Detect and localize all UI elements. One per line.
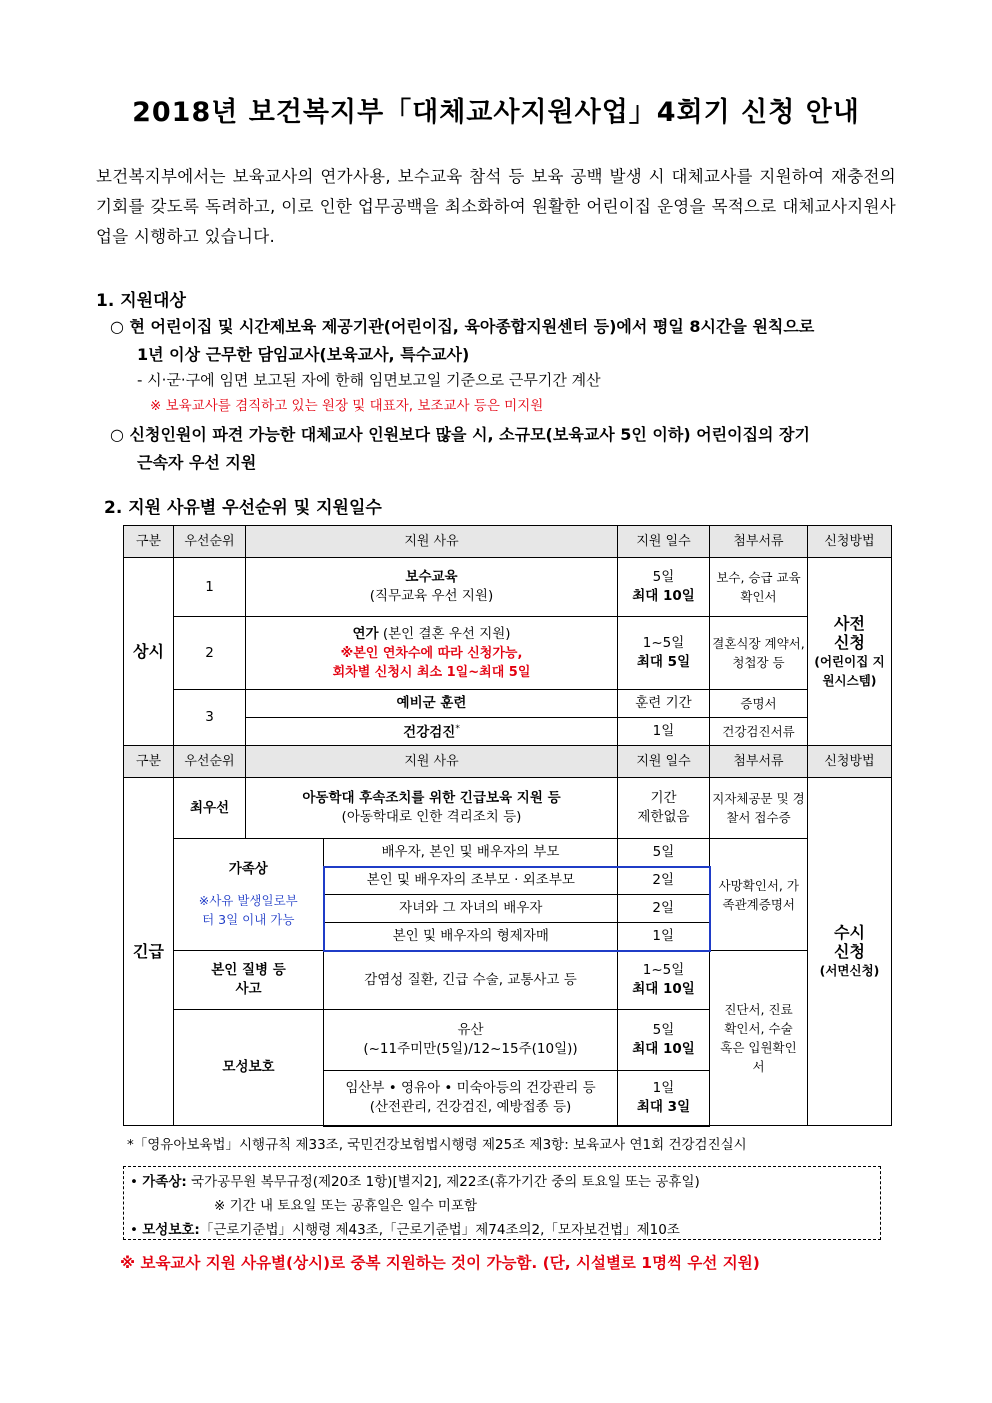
days-cell: 2일 (618, 867, 710, 895)
docs-cell: 증명서 (710, 690, 808, 718)
days-cell (618, 617, 710, 690)
support-table (123, 525, 892, 1127)
docs-cell: 진단서, 진료확인서, 수술 혹은 입원확인서 (710, 951, 808, 1126)
days-value2: 제한없음 (637, 809, 690, 825)
intro-paragraph: 보건복지부에서는 보육교사의 연가사용, 보수교육 참석 등 보육 공백 발생 시 대체교사를 지원하여 재충전의 기회를 갖도록 독려하고, 이로 인한 업무공백을 최소화하여 원활한 어린이집 운영을 목적으로 대체교사지원사업을 시행하고 있습니다. (96, 167, 896, 246)
docs-cell: 사망확인서, 가족관계증명서 (710, 839, 808, 951)
header-category: 구분 (124, 526, 174, 558)
header-method: 신청방법 (808, 746, 892, 778)
header-category: 구분 (124, 746, 174, 778)
footnote-mark: * (455, 724, 460, 735)
method-label: 사전 (834, 613, 865, 633)
section1-heading: 1. 지원대상 (96, 291, 186, 311)
rank-title2: 사고 (235, 981, 262, 997)
reason-cell: 예비군 훈련 (246, 690, 618, 718)
rank-maternity: 모성보호 (174, 1010, 324, 1126)
days-cell (618, 951, 710, 1010)
box-label-maternity: 모성보호: (142, 1222, 200, 1238)
reason-title: 아동학대 후속조치를 위한 긴급보육 지원 등 (302, 790, 561, 806)
bullet1-line1: ○ 현 어린이집 및 시간제보육 제공기관(어린이집, 육아종합지원센터 등)에서 평일 8시간을 원칙으로 (110, 317, 815, 336)
rank-title: 가족상 (228, 861, 268, 877)
method-regular (808, 558, 892, 746)
header-days: 지원 일수 (618, 746, 710, 778)
table-row (124, 690, 892, 718)
days-cell: 1일 (618, 718, 710, 746)
box-label-family: 가족상: (142, 1174, 187, 1190)
bullet2-line2: 근속자 우선 지원 (137, 453, 257, 472)
header-method: 신청방법 (808, 526, 892, 558)
reason-cell: 자녀와 그 자녀의 배우자 (324, 895, 618, 923)
days-value: 5일 (652, 1022, 675, 1038)
reason-cell (246, 718, 618, 746)
days-value: 1일 (652, 1079, 675, 1096)
reason-note: (산전관리, 건강검진, 예방접종 등) (369, 1098, 572, 1115)
box-text-family: 국가공무원 복무규정(제20조 1항)[별지2], 제22조(휴가기간 중의 토요일 또는 공휴일) (186, 1174, 700, 1190)
table-header-row (124, 526, 892, 558)
box-line1: • 가족상: 국가공무원 복무규정(제20조 1항)[별지2], 제22조(휴가기간 중의 토요일 또는 공휴일) (130, 1174, 700, 1190)
days-value: 기간 (650, 790, 677, 806)
final-note: ※ 보육교사 지원 사유별(상시)로 중복 지원하는 것이 가능함. (단, 시설별로 1명씩 우선 지원) (120, 1254, 760, 1272)
method-label2: 신청 (834, 942, 865, 961)
reason-title: 연가 (352, 625, 379, 642)
method-note: (어린이집 지원시스템) (814, 653, 885, 688)
rank-cell: 최우선 (174, 778, 246, 839)
notes-box (123, 1166, 881, 1240)
docs-cell: 결혼식장 계약서, 청첩장 등 (710, 617, 808, 690)
days-cell: 2일 (618, 895, 710, 923)
days-max: 최대 10일 (632, 588, 695, 604)
reason-title: 보수교육 (405, 569, 458, 585)
bullet1-sub2-note: ※ 보육교사를 겸직하고 있는 원장 및 대표자, 보조교사 등은 미지원 (150, 398, 544, 414)
header-rank: 우선순위 (174, 526, 246, 558)
reason-cell (324, 1010, 618, 1071)
docs-cell: 건강검진서류 (710, 718, 808, 746)
method-label2: 신청 (834, 632, 865, 652)
header-days: 지원 일수 (618, 526, 710, 558)
box-line3: • 모성보호:「근로기준법」시행령 제43조,「근로기준법」제74조의2,「모자보건법」제10조 (130, 1222, 680, 1238)
reason-note: (아동학대로 인한 격리조치 등) (341, 809, 522, 825)
reason-sub: (본인 결혼 우선 지원) (378, 625, 511, 642)
method-urgent (808, 778, 892, 1126)
table-row (124, 951, 892, 1010)
rank-title: 본인 질병 등 (211, 962, 286, 978)
rank-cell: 2 (174, 617, 246, 690)
days-value: 5일 (652, 569, 675, 585)
days-max: 최대 10일 (632, 981, 695, 998)
reason-title: 임산부 • 영유아 • 미숙아등의 건강관리 등 (345, 1079, 596, 1096)
rank-illness (174, 951, 324, 1010)
bullet1-line2: 1년 이상 근무한 담임교사(보육교사, 특수교사) (137, 345, 470, 364)
bullet1-sub1: - 시·군·구에 임면 보고된 자에 한해 임면보고일 기준으로 근무기간 계산 (137, 371, 601, 389)
reason-cell (246, 558, 618, 617)
days-cell: 1일 (618, 923, 710, 951)
method-label: 수시 (834, 923, 865, 942)
reason-title: 유산 (457, 1022, 484, 1038)
rank-family (174, 839, 324, 951)
days-max: 최대 5일 (636, 654, 691, 670)
reason-cell: 배우자, 본인 및 배우자의 부모 (324, 839, 618, 867)
category-regular: 상시 (124, 558, 174, 746)
reason-cell (324, 1071, 618, 1126)
header-reason: 지원 사유 (246, 526, 618, 558)
days-cell (618, 1010, 710, 1071)
days-max: 최대 10일 (632, 1041, 695, 1057)
reason-red-note1: ※본인 연차수에 따라 신청가능, (340, 645, 523, 661)
reason-cell: 본인 및 배우자의 형제자매 (324, 923, 618, 951)
box-line2: ※ 기간 내 토요일 또는 공휴일은 일수 미포함 (214, 1198, 478, 1214)
reason-cell: 본인 및 배우자의 조부모 · 외조부모 (324, 867, 618, 895)
method-note: (서면신청) (819, 963, 880, 978)
header-reason: 지원 사유 (246, 746, 618, 778)
reason-red-note2: 회차별 신청시 최소 1일~최대 5일 (332, 664, 531, 680)
bullet2-line1: ○ 신청인원이 파견 가능한 대체교사 인원보다 많을 시, 소규모(보육교사 5인 이하) 어린이집의 장기 (110, 425, 810, 444)
days-max: 최대 3일 (636, 1098, 691, 1115)
section2-heading: 2. 지원 사유별 우선순위 및 지원일수 (104, 498, 382, 518)
days-cell (618, 778, 710, 839)
category-urgent: 긴급 (124, 778, 174, 1126)
family-note: ※사유 발생일로부터 3일 이내 가능 (198, 893, 298, 927)
header-docs: 첨부서류 (710, 746, 808, 778)
days-cell (618, 558, 710, 617)
days-value: 1~5일 (642, 635, 685, 651)
table-row (124, 778, 892, 839)
docs-cell: 지자체공문 및 경찰서 접수증 (710, 778, 808, 839)
days-value: 1~5일 (642, 962, 685, 979)
rank-cell: 1 (174, 558, 246, 617)
reason-cell: 감염성 질환, 긴급 수술, 교통사고 등 (324, 951, 618, 1010)
table-row (124, 617, 892, 690)
reason-cell (246, 617, 618, 690)
header-docs: 첨부서류 (710, 526, 808, 558)
table-row (124, 839, 892, 867)
reason-title: 건강검진 (403, 724, 456, 741)
reason-cell (246, 778, 618, 839)
table-footnote: *「영유아보육법」시행규칙 제33조, 국민건강보험법시행령 제25조 제3항: 보육교사 연1회 건강검진실시 (127, 1137, 747, 1153)
table-header-row (124, 746, 892, 778)
table-row (124, 558, 892, 617)
docs-cell: 보수, 승급 교육확인서 (710, 558, 808, 617)
header-rank: 우선순위 (174, 746, 246, 778)
rank-cell: 3 (174, 690, 246, 746)
reason-note: (~11주미만(5일)/12~15주(10일)) (363, 1041, 578, 1057)
reason-note: (직무교육 우선 지원) (369, 588, 494, 604)
days-cell (618, 1071, 710, 1126)
days-cell: 훈련 기간 (618, 690, 710, 718)
page-title: 2018년 보건복지부「대체교사지원사업」4회기 신청 안내 (132, 97, 860, 128)
box-text-maternity: 「근로기준법」시행령 제43조,「근로기준법」제74조의2,「모자보건법」제10조 (199, 1222, 680, 1238)
days-cell: 5일 (618, 839, 710, 867)
